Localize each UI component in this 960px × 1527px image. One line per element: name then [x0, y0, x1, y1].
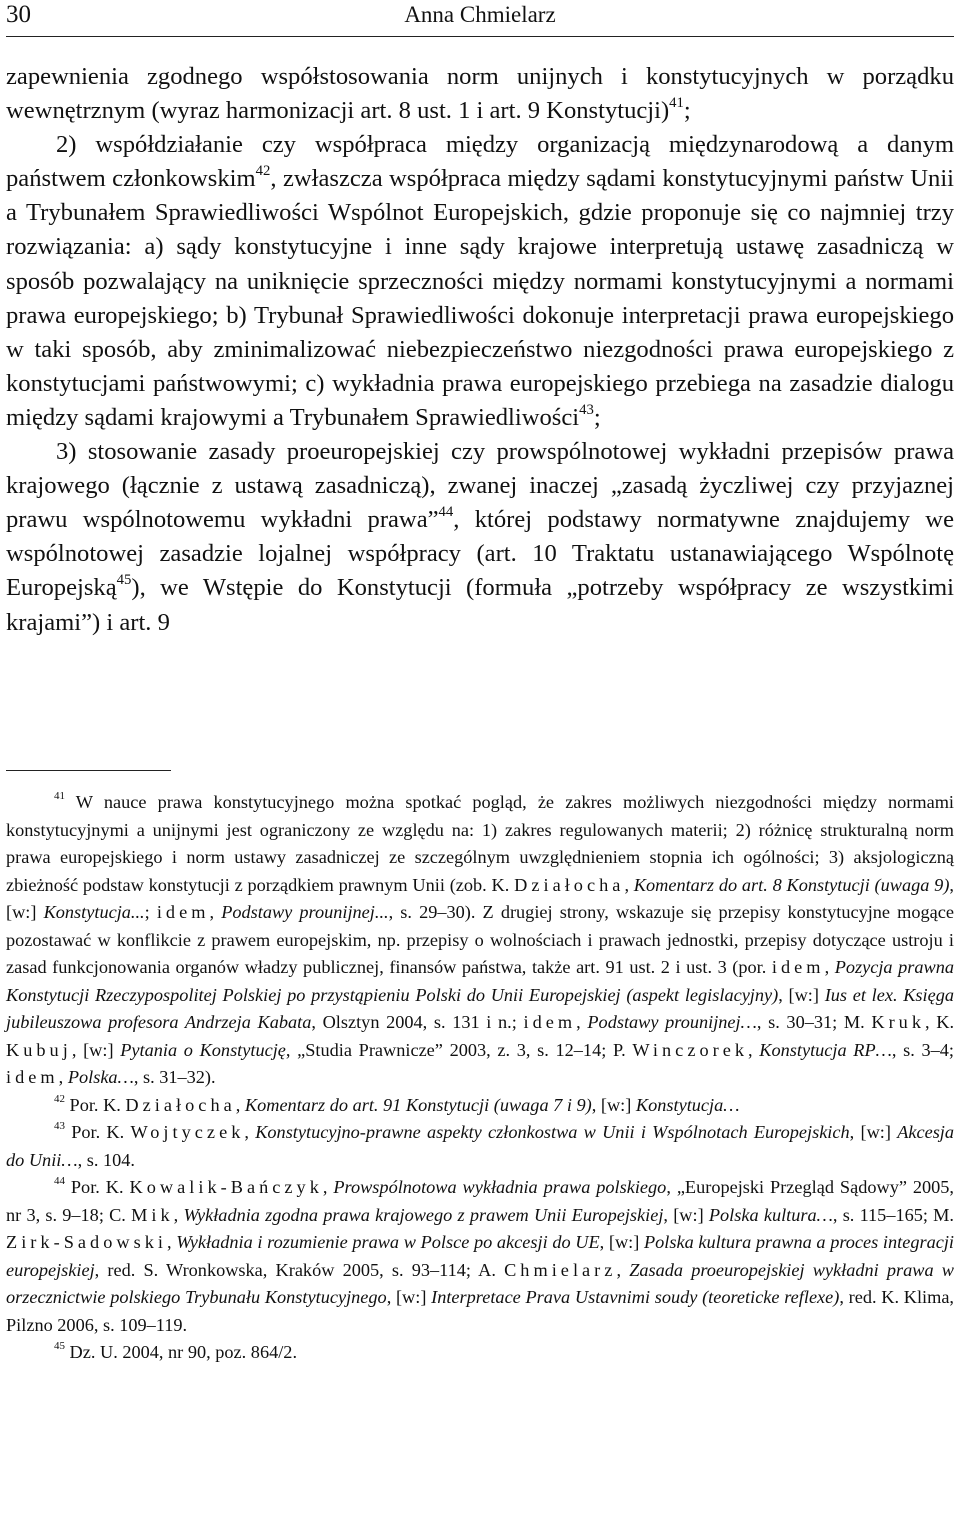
footnote-44: $^{44}$ Por. K. Kowalik-Bańczyk, Prowspólnotowa wykładnia prawa polskiego, „Europejski Przegląd Sądowy” 2005, nr 3, s. 9–18; C. Mik, Wykładnia zgodna prawa krajowego z prawem Unii Europejskiej, [w:] Polska kultura…, s. 115–165; M. Zirk-Sadowski, Wykładnia i rozumienie prawa w Polsce po akcesji do UE, [w:] Polska kultura prawna a proces integracji europejskiej, red. S. Wronkowska, Kraków 2005, s. 93–114; A. Chmielarz, Zasada proeuropejskiej wykładni prawa w orzecznictwie polskiego Trybunału Konstytucyjnego, [w:] Interpretace Prava Ustavnimi soudy (teoreticke reflexe), red. K. Klima, Pilzno 2006, s. 109–119.: [6, 1175, 955, 1335]
footnote-rule: [6, 770, 171, 771]
paragraph-3: 3) stosowanie zasady proeuropejskiej czy prowspólnotowej wykładni przepisów prawa krajowego (łącznie z ustawą zasadniczą), zwanej inaczej „zasadą życzliwej czy przyjaznej prawu wspólnotowemu wykładni prawa”$^{44}$, której podstawy normatywne znajdujemy we wspólnotowej zasadzie lojalnej współpracy (art. 10 Traktatu ustanawiającego Wspólnotę Europejską$^{45}$), we Wstępie do Konstytucji (formuła „potrzeby współpracy ze wszystkimi krajami”) i art. 9: [6, 438, 954, 636]
footnotes: [6, 789, 954, 1367]
footnote-42: $^{42}$ Por. K. Działocha, Komentarz do art. 91 Konstytucji (uwaga 7 i 9), [w:] Konstytucja…: [54, 1092, 740, 1115]
paragraph-1: zapewnienia zgodnego współstosowania norm unijnych i konstytucyjnych w porządku wewnętrznym (wyraz harmonizacji art. 8 ust. 1 i art. 9 Konstytucji)$^{41}$;: [6, 63, 954, 125]
main-text: [6, 60, 954, 640]
footnote-ref-45: 45: [116, 572, 132, 589]
page-number: 30: [6, 1, 31, 28]
footnote-41: $^{41}$ W nauce prawa konstytucyjnego można spotkać pogląd, że zakres możliwych niezgodności między normami konstytucyjnymi a unijnymi jest ograniczony ze względu na: 1) zakres regulowanych materii; 2) różnicę strukturalną norm prawa europejskiego i norm ustawy zasadniczej ze szczególnym uwzględnieniem stopnia ich ogólności; 3) aksjologiczną zbieżność podstaw konstytucji z porządkiem prawnym Unii (zob. K. Działocha, Komentarz do art. 8 Konstytucji (uwaga 9), [w:] Konstytucja...; idem, Podstawy prounijnej..., s. 29–30). Z drugiej strony, wskazuje się przepisy konstytucyjne mogące pozostawać w konflikcie z prawem europejskim, np. przepisy o wolnościach i prawach jednostki, przepisy dotyczące ustroju i zasad funkcjonowania organów władzy publicznej, finansów państwa, także art. 91 ust. 2 i ust. 3 (por. idem, Pozycja prawna Konstytucji Rzeczypospolitej Polskiej po przystąpieniu Polski do Unii Europejskiej (aspekt legislacyjny), [w:] Ius et lex. Księga jubileuszowa profesora Andrzeja Kabata, Olsztyn 2004, s. 131 i n.; idem, Podstawy prounijnej…, s. 30–31; M. Kruk, K. Kubuj, [w:] Pytania o Konstytucję, „Studia Prawnicze” 2003, z. 3, s. 12–14; P. Winczorek, Konstytucja RP…, s. 3–4; idem, Polska…, s. 31–32).: [6, 790, 955, 1087]
running-header: [6, 0, 954, 30]
footnote-ref-43: 43: [579, 401, 594, 418]
footnote-45: $^{45}$ Dz. U. 2004, nr 90, poz. 864/2.: [54, 1340, 298, 1362]
footnote-43: $^{43}$ Por. K. Wojtyczek, Konstytucyjno-prawne aspekty członkostwa w Unii i Wspólnotach Europejskich, [w:] Akcesja do Unii…, s. 104.: [6, 1120, 955, 1170]
footnote-ref-42: 42: [255, 162, 271, 179]
footnote-ref-41: 41: [669, 94, 684, 111]
running-head-author: Anna Chmielarz: [404, 2, 556, 27]
footnote-ref-44: 44: [438, 503, 454, 520]
header-rule: [6, 36, 954, 37]
paragraph-2: 2) współdziałanie czy współpraca między organizacją międzynarodową a danym państwem członkowskim$^{42}$, zwłaszcza współpraca między sądami konstytucyjnymi państw Unii a Trybunałem Sprawiedliwości Wspólnot Europejskich, gdzie proponuje się co najmniej trzy rozwiązania: a) sądy konstytucyjne i inne sądy krajowe interpretują ustawę zasadniczą w sposób pozwalający na uniknięcie sprzeczności między normami konstytucyjnymi a normami prawa europejskiego; b) Trybunał Sprawiedliwości dokonuje interpretacji prawa europejskiego w taki sposób, aby zminimalizować niebezpieczeństwo niezgodności prawa europejskiego z konstytucjami państwowymi; c) wykładnia prawa europejskiego przebiega na zasadzie dialogu między sądami krajowymi a Trybunałem Sprawiedliwości$^{43}$;: [6, 131, 954, 431]
